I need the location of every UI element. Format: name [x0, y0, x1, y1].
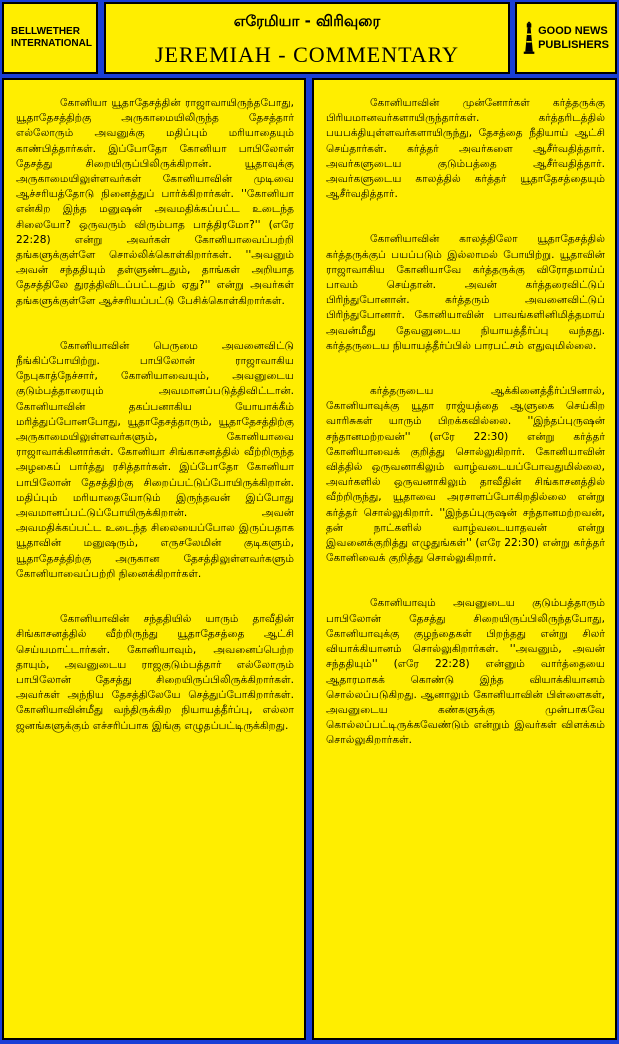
good-news-logo-line1: GOOD NEWS — [538, 25, 608, 37]
right-paragraph-2: கோனியாவின் காலத்திலோ யூதாதேசத்தில் கர்த்தருக்குப் பயப்படும் இல்லாமல் போயிற்று. யூதாவின் ராஜாவாகிய கோனியாவே கர்த்தருக்கு விரோதமாய்ப் பாவம் செய்தான். அவன் கர்த்தரைவிட்டுப் பிரிந்துபோனான். கர்த்தரும் அவனைவிட்டுப் பிரிந்துபோனார். கோனியாவின் பாவங்களினிமித்தமாய் அவன்மீது தேவனுடைய நியாயத்தீர்ப்பு வந்தது. கர்த்தருடைய நியாயத்தீர்ப்பில் பாரபட்சம் எதுவுமில்லை. — [326, 233, 605, 352]
title-box — [104, 2, 510, 74]
left-column — [2, 78, 306, 1040]
right-paragraph-3: கர்த்தருடைய ஆக்கினைத்தீர்ப்பினால், கோனியாவுக்கு யூதா ராஜ்யத்தை ஆளுகை செய்கிற வாரிசுகள் யாரும் பிறக்கவில்லை. ''இந்தப்புருஷன் சந்தானமற்றவன்'' (எரே 22:30) என்று கர்த்தர் கோனியாவைக் குறித்து சொல்லுகிறார். கோனியாவின் வித்தில் ஒருவனாகிலும் வாழ்வடையப்போவதுமில்லை, அவர்களில் ஒருவனாகிலும் தாவீதின் சிங்காசனத்தில் வீற்றிருந்து, யூதாவை அரசாளப்போகிறதில்லை என்று கர்த்தர் சொல்லுகிறார். ''இந்தப்புருஷன் சந்தானமற்றவன், தன் நாட்களில் வாழ்வடையாதவன் என்று இவனைக்குறித்து எழுதுங்கள்'' (எரே 22:30) என்று கர்த்தர் கோனிவைக் குறித்து சொல்லுகிறார். — [326, 385, 605, 565]
right-paragraph-1: கோனியாவின் முன்னோர்கள் கர்த்தருக்கு பிரியமானவர்களாயிருந்தார்கள். கர்த்தரிடத்தில் பயபக்தியுள்ளவர்களாயிருந்து, தேசத்தை நீதியாய் ஆட்சி செய்தார்கள். கர்த்தர் அவர்களை ஆசீர்வதித்தார். அவர்களுடைய குடும்பத்தை ஆசீர்வதித்தார். அவர்களுடைய காலத்தில் கர்த்தர் யூதாதேசத்தையும் ஆசீர்வதித்தார். — [326, 97, 605, 201]
page-title-english: JEREMIAH - COMMENTARY — [154, 42, 460, 67]
good-news-logo-box — [515, 2, 617, 74]
bellwether-logo — [10, 10, 90, 66]
lighthouse-icon — [523, 16, 535, 60]
page-title-tamil: எரேமியா - விரிவுரை — [233, 12, 381, 30]
bellwether-logo-line1: BELLWETHER — [11, 26, 80, 37]
left-paragraph-3: கோனியாவின் சந்ததியில் யாரும் தாவீதின் சிங்காசனத்தில் வீற்றிருந்து யூதாதேசத்தை ஆட்சி செய்யமாட்டார்கள். கோனியாவும், அவனைப்பெற்ற தாயும், அவனுடைய ராஜகுடும்பத்தார் எல்லோரும் பாபிலோன் தேசத்து சிறையிருப்பிலிருக்கிறார்கள். அவர்கள் அந்நிய தேசத்திலேயே செத்துப்போகிறார்கள். கோனியாவின்மீது வந்திருக்கிற நியாயத்தீர்ப்பு, எல்லா ஜனங்களுக்கும் எச்சரிப்பாக இங்கு எழுதப்பட்டிருக்கிறது. — [16, 613, 294, 732]
right-paragraph-4: கோனியாவும் அவனுடைய குடும்பத்தாரும் பாபிலோன் தேசத்து சிறையிருப்பிலிருந்தபோது, கோனியாவுக்கு குழந்தைகள் பிறந்தது என்று சிலர் வியாக்கியானம் சொல்லுகிறார்கள். ''அவனும், அவன் சந்ததியும்'' (எரே 22:28) என்னும் வார்த்தையை ஆதாரமாகக் கொண்டு இந்த வியாக்கியானம் சொல்லப்படுகிறது. ஆனாலும் கோனியாவின் பிள்ளைகள், அவனுடைய கண்களுக்கு முன்பாகவே கொல்லப்பட்டிருக்கவேண்டும் என்றும் இவர்கள் விளக்கம் சொல்லுகிறார்கள். — [326, 597, 605, 747]
bellwether-logo-box — [2, 2, 98, 74]
right-column — [312, 78, 617, 1040]
left-paragraph-2: கோனியாவின் பெருமை அவனைவிட்டு நீங்கிப்போயிற்று. பாபிலோன் ராஜாவாகிய நேபுகாத்நேச்சார், கோனியாவையும், அவனுடைய குடும்பத்தாரையும் அவமானப்படுத்திவிட்டான். கோனியாவின் தகப்பனாகிய யோயாக்கீம் மரித்துப்போனபோது, யூதாதேசத்தாரும், யூதாதேசத்திற்கு அருகாமையிலுள்ளவர்களும், கோனியாவை ராஜாவாக்கினார்கள். கோனியா சிங்காசனத்தில் வீற்றிருந்த அழகைப் பார்த்து ரசித்தார்கள். இப்போதோ கோனியா பாபிலோன் தேசத்திற்கு சிறைப்பட்டுப்போயிருக்கிறான். மதிப்பும் மரியாதையோடும் இருந்தவன் இப்போது அவமானப்பட்டுப்போயிருக்கிறான். அவன் அவமதிக்கப்பட்ட உடைந்த சிலையைப்போல இருப்பதாக யூதாவின் மனுஷரும், எருசலேமின் குடிகளும், யூதாதேசத்திற்கு அருகான தேசத்திலுள்ளவர்களும் கோனியாவைப்பற்றி நினைக்கிறார்கள். — [16, 339, 294, 580]
bellwether-logo-line2: INTERNATIONAL — [11, 38, 92, 49]
good-news-logo — [523, 10, 609, 66]
left-paragraph-1: கோனியா யூதாதேசத்தின் ராஜாவாயிருந்தபோது, யூதாதேசத்திற்கு அருகாமையிலிருந்த தேசத்தார் எல்லோரும் அவனுக்கு மதிப்பும் மரியாதையும் காண்பித்தார்கள். இப்போதோ கோனியா பாபிலோன் தேசத்து சிறையிருப்பிலிருக்கிறான். யூதாவுக்கு அருகாமையிலுள்ளவர்கள் கோனியாவின் முடிவை ஆச்சரியத்தோடு நினைத்துப் பார்க்கிறார்கள். ''கோனியா என்கிற இந்த மனுஷன் அவமதிக்கப்பட்ட உடைந்த சிலையோ? ஒருவரும் விரும்பாத பாத்திரமோ?'' (எரே 22:28) என்று அவர்கள் கோனியாவைப்பற்றி தங்களுக்குள்ளே சொல்லிக்கொள்கிறார்கள். ''அவனும் அவன் சந்ததியும் தள்ளுண்டதும், தாங்கள் அறியாத தேசத்திலே துரத்திவிடப்பட்டதும் ஏது?'' என்று அவர்கள் தங்களுக்குள்ளே ஆச்சரியப்பட்டு பேசிக்கொள்கிறார்கள். — [16, 97, 294, 307]
good-news-logo-line2: PUBLISHERS — [538, 39, 609, 51]
